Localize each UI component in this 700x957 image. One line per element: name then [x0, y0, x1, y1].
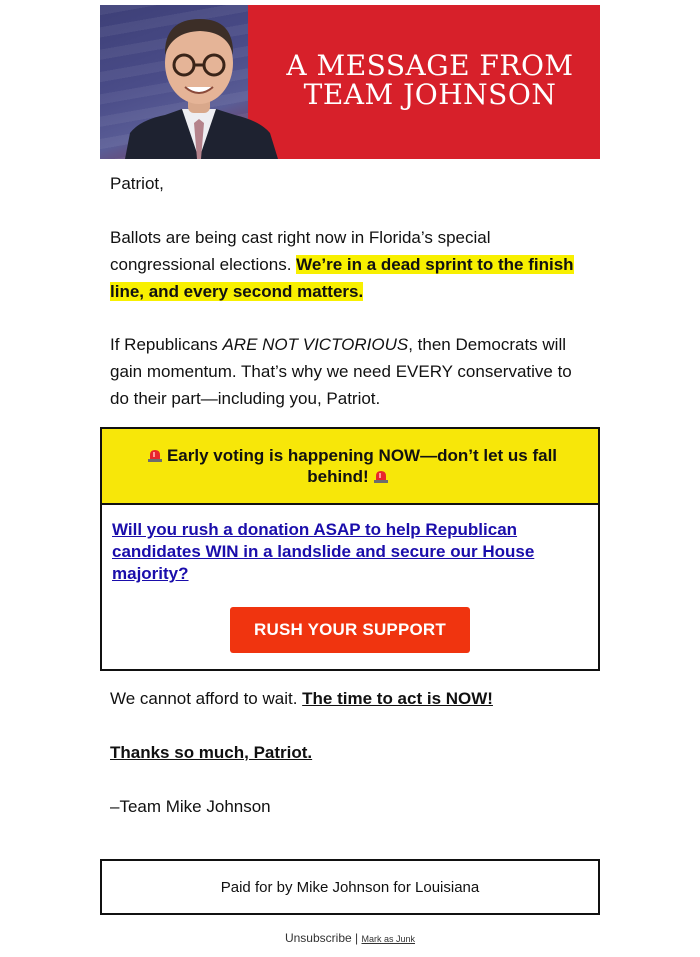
paragraph-republicans-text-a: If Republicans [110, 335, 223, 354]
not-victorious-italic: ARE NOT VICTORIOUS [222, 335, 409, 354]
greeting: Patriot, [110, 174, 164, 193]
paragraph-ballots [110, 224, 590, 305]
paid-for-text: Paid for by Mike Johnson for Louisiana [220, 878, 480, 896]
paid-for-box [100, 859, 600, 915]
wait-text: We cannot afford to wait. [110, 689, 303, 708]
footer-separator: | [355, 931, 359, 945]
email-container [100, 5, 600, 945]
early-voting-alert [102, 429, 598, 505]
banner-title-line-2: TEAM JOHNSON [303, 78, 557, 111]
donation-ask-link[interactable]: Will you rush a donation ASAP to help Republican candidates WIN in a landslide and secure our House majority? [112, 520, 535, 583]
paragraph-ballots-text: Ballots are being cast right now in Florida’s special congressional elections. [110, 228, 491, 274]
banner-title-line-1: A MESSAGE FROM [286, 49, 574, 82]
footer-links [100, 931, 600, 945]
early-voting-alert-text: Early voting is happening NOW—don’t let us fall behind! [166, 446, 558, 486]
unsubscribe-link[interactable]: Unsubscribe [284, 931, 352, 945]
siren-icon [373, 469, 389, 483]
paragraph-republicans-text-b: , then Democrats will gain momentum. That’s why we need EVERY conservative to do their part—including you, Patriot. [110, 335, 572, 408]
signature: –Team Mike Johnson [110, 797, 271, 816]
banner-title [265, 51, 595, 109]
header-banner [100, 5, 600, 159]
siren-icon [147, 448, 163, 462]
highlighted-sprint-text: We’re in a dead sprint to the finish line, and every second matters. [110, 255, 574, 301]
act-now-text: The time to act is NOW! [302, 689, 493, 708]
paragraph-republicans [110, 331, 590, 412]
thanks-text: Thanks so much, Patriot. [110, 743, 313, 762]
paragraph-wait [110, 685, 590, 712]
rush-support-button[interactable]: RUSH YOUR SUPPORT [230, 607, 470, 653]
donation-callout-box [100, 427, 600, 671]
mark-as-junk-link[interactable]: Mark as Junk [361, 934, 416, 944]
